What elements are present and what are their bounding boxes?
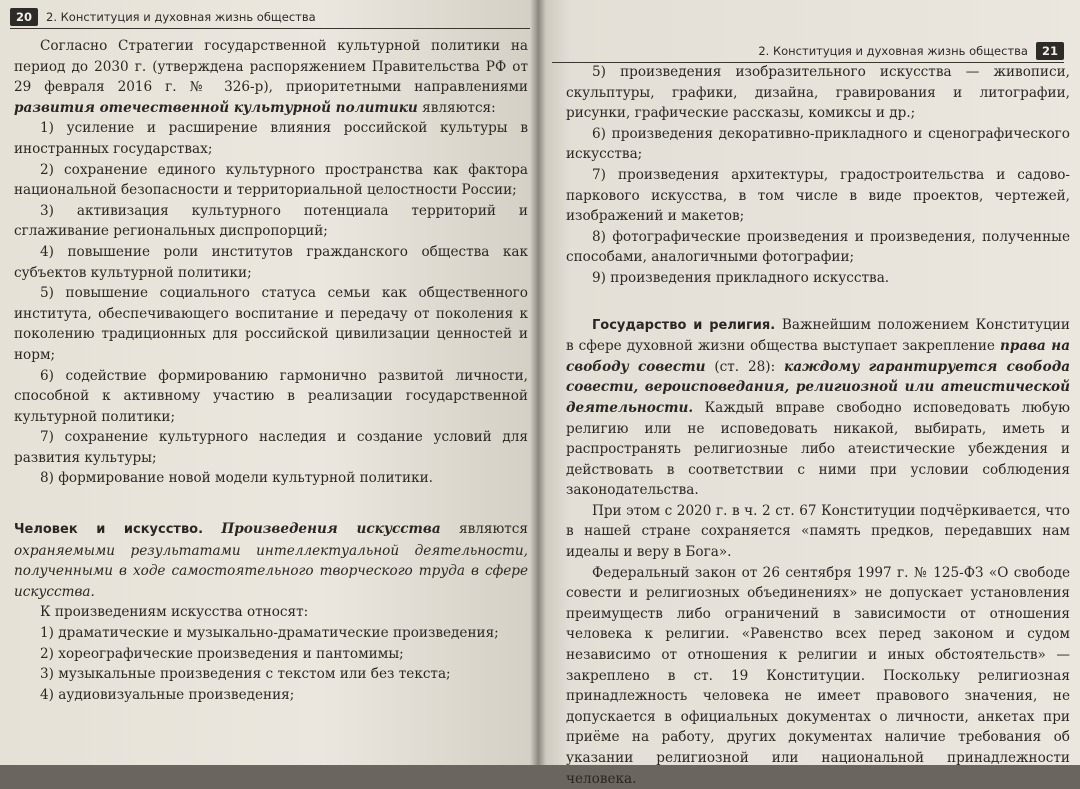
art-definition-paragraph [14,519,528,602]
priority-item: 3) активизация культурного потенциала территорий и сглаживание региональных диспропорций; [14,202,528,240]
section-spacer [566,289,1070,315]
art-item: 8) фотографические произведения и произведения, полученные способами, аналогичными фотографии; [566,228,1070,266]
section-heading-art: Человек и искусство. [14,522,204,538]
art-list-intro: К произведениям искусства относят: [40,604,309,621]
religion-text-ref: (ст. 28): [705,358,785,375]
running-head-right: 2. Конституция и духовная жизнь общества [758,44,1028,58]
art-item: 4) аудиовизуальные произведения; [40,686,295,703]
section-spacer [14,489,528,519]
religion-paragraph-1 [566,315,1070,501]
religion-emphasis: права на свободу совести [566,338,1070,375]
art-item: 5) произведения изобразительного искусства — живописи, скульптуры, графики, дизайна, гравирования и литографии, рисунки, графические рассказы, комиксы и др.; [566,64,1070,122]
art-item: 3) музыкальные произведения с текстом или без текста; [40,666,451,683]
religion-text-end: Каждый вправе свободно исповедовать любую религию или не исповедовать никакой, выбирать, иметь и распространять религиозные либо атеистические убеждения и действовать в соответствии с ними при условии соблюдения законодательства. [566,399,1070,499]
book-gutter-shadow [530,0,546,765]
religion-paragraph-3: Федеральный закон от 26 сентября 1997 г. № 125-ФЗ «О свободе совести и религиозных объединениях» не допускает установления преимуществ либо ограничений в зависимости от отношения человека к религии. «Равенство всех перед законом и судом независимо от отношения к религии и иных обстоятельств» — закреплено в ст. 19 Конституции. Поскольку религиозная принадлежность человека не имеет правового значения, не допускается в официальных документах о личности, анкетах при приёме на работу, других документах наличие требования об указании религиозной или национальной принадлежности человека. [566,564,1070,787]
art-text: являются [440,521,528,538]
priority-item: 5) повышение социального статуса семьи как общественного института, обеспечивающего воспитание и передачу от поколения к поколению традиционных для российской цивилизации ценностей и норм; [14,285,528,363]
art-item: 7) произведения архитектуры, градостроительства и садово-паркового искусства, в том числе в виде проектов, чертежей, изображений и макетов; [566,166,1070,225]
intro-text: Согласно Стратегии государственной культурной политики на период до 2030 г. (утверждена распоряжением Правительства РФ от 29 февраля 2016 г. № 326-р), приоритетными направлениями [14,38,528,96]
religion-quote: каждому гарантируется свобода совести, вероисповедания, религиозной или атеистической деятельности. [566,358,1071,416]
priority-item: 6) содействие формированию гармонично развитой личности, способной к активному участию в реализации государственной культурной политики; [14,367,528,425]
priority-item: 2) сохранение единого культурного пространства как фактора национальной безопасности и территориальной целостности России; [14,161,528,199]
strategy-intro-paragraph [14,36,528,118]
left-page [0,0,538,765]
page-number-left: 20 [10,8,38,26]
section-heading-religion: Государство и религия. [592,317,776,333]
running-head-left: 2. Конституция и духовная жизнь общества [46,10,316,24]
religion-text: Важнейшим положением Конституции в сфере духовной жизни общества выступает закрепление [566,316,1070,355]
art-item: 1) драматические и музыкально-драматические произведения; [40,625,499,642]
intro-emphasis: развития отечественной культурной политики [14,99,418,116]
art-item: 6) произведения декоративно-прикладного и сценографического искусства; [566,125,1070,163]
art-definition: охраняемыми результатами интеллектуальной деятельности, полученными в ходе самостоятельного творческого труда в сфере искусства. [14,542,528,600]
right-page [538,0,1080,787]
right-running-header [552,40,1064,63]
priority-item: 7) сохранение культурного наследия и создание условий для развития культуры; [14,429,528,466]
intro-text-end: являются: [417,99,496,116]
page-number-right: 21 [1036,42,1064,60]
religion-paragraph-2: При этом с 2020 г. в ч. 2 ст. 67 Конституции подчёркивается, что в нашей стране сохраняется «память предков, передавших нам идеалы и веру в Бога». [566,502,1070,561]
priority-item: 1) усиление и расширение влияния российской культуры в иностранных государствах; [14,120,528,157]
art-item: 9) произведения прикладного искусства. [592,269,890,286]
art-item: 2) хореографические произведения и пантомимы; [40,645,404,662]
left-running-header [10,6,530,29]
right-page-body [566,62,1070,789]
priority-item: 4) повышение роли институтов гражданского общества как субъектов культурной политики; [14,243,528,281]
left-page-body [14,36,528,705]
art-emphasis: Произведения искусства [221,521,441,538]
priority-item: 8) формирование новой модели культурной политики. [40,470,433,487]
